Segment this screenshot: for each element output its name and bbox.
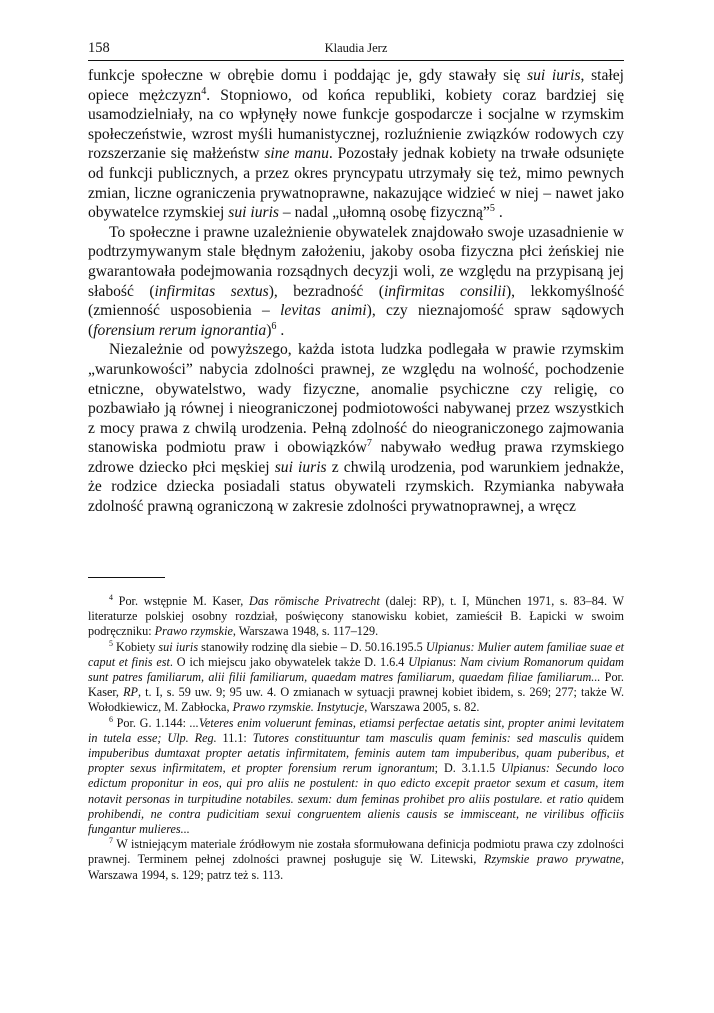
text-run: stanowiły rodzinę dla siebie – D. 50.16.195.5 xyxy=(198,639,426,654)
footnote-number: 6 xyxy=(109,714,113,724)
footnote xyxy=(88,640,624,716)
text-run: 11.1: xyxy=(216,730,253,745)
italic-term: prohibendi, ne contra pudicitiam sexui congruentem alienis causis se immisceant, ne virilibus officiis fungantur mulieres... xyxy=(88,806,624,837)
text-run: ), lekkomyślność (zmienność usposobienia – xyxy=(88,282,624,320)
running-title: Klaudia Jerz xyxy=(324,41,388,55)
text-run: nabywało według prawa rzymskiego zdrowe dziecko płci męskiej xyxy=(88,439,624,476)
text-run: Kobiety xyxy=(112,639,159,654)
text-run: ), bezradność ( xyxy=(268,282,384,300)
text-run: , Warszawa 2005, s. 82. xyxy=(364,700,480,715)
text-run: ), czy nieznajomość spraw sądowych ( xyxy=(88,302,625,339)
italic-term: Tutores constituuntur tam masculis quam feminis: sed masculis qui xyxy=(252,730,604,745)
italic-term: Nam civium Romanorum quidam sunt patres familiarum, alii filii familiarum, quaedam matres familiarum, quaedam filiae familiarum... xyxy=(88,654,624,685)
text-run: . Pozostały jednak kobiety na trwałe odsunięte od funkcji publicznych, a przez okres pryncypatu utrzymały się też, mimo pewnych zmian, liczne ograniczenia prywatnoprawne, nakazujące widzieć w niej – nawet jako obywatelce rzymskiej xyxy=(88,145,624,222)
text-run: z chwilą urodzenia, pod warunkiem jednakże, że rodzice dziecka posiadali status obywateli rzymskich. Rzymianka nabywała zdolność prawną ograniczoną w zakresie zdolności prywatnoprawnej, a wręcz xyxy=(88,458,624,516)
text-run: Por. Kaser, xyxy=(88,670,624,700)
italic-term: Ulpianus: Secundo loco edictum proponitur in eos, qui pro aliis ne postulent: in quo edicto excepit praetor sexum et casum, item notavit personas in turpitudine notabiles. sexum: dum feminas prohibet pro aliis postulare. et ratio qui xyxy=(88,761,625,806)
text-run: – nadal „ułomną osobę fizyczną” xyxy=(279,204,490,222)
italic-term: sui iuris xyxy=(274,458,327,476)
text-run: dem xyxy=(603,791,624,806)
italic-term: levitas animi xyxy=(280,302,367,320)
italic-term: Rzymskie prawo prywatne xyxy=(483,852,621,867)
text-run: . xyxy=(276,321,285,339)
text-run: . O ich miejscu jako obywatelek także D. 1.6.4 xyxy=(169,654,409,669)
italic-term: Ulpianus: Mulier autem familiae suae et caput et finis est xyxy=(88,639,625,669)
footnote-ref: 7 xyxy=(366,438,372,450)
text-run: (dalej: RP), t. I, München 1971, s. 83–84. W literaturze polskiej osobny rozdział, poświęcony stanowisku kobiet, zamieścił B. Łapicki w swoim podręczniku: xyxy=(88,594,624,639)
paragraph xyxy=(88,340,624,516)
footnotes xyxy=(88,594,624,883)
footnote-number: 7 xyxy=(109,836,113,846)
footnote-number: 5 xyxy=(109,638,113,648)
text-run: W istniejącym materiale źródłowym nie została sformułowana definicja podmiotu prawa czy zdolności prawnej. Terminem pełnej zdolności prawnej posługuje się W. Litewski, xyxy=(88,837,624,867)
paragraph xyxy=(88,223,624,341)
text-run: , Warszawa 1948, s. 117–129. xyxy=(232,624,379,639)
text-run: : xyxy=(452,654,461,669)
italic-term: infirmitas sextus xyxy=(154,282,269,300)
footnote xyxy=(88,716,624,838)
italic-term: sui iuris xyxy=(527,67,581,84)
paragraph xyxy=(88,66,624,223)
text-run: ) xyxy=(266,321,272,339)
text-run: . xyxy=(494,204,503,222)
running-header xyxy=(88,40,624,61)
text-run: dem xyxy=(603,730,625,745)
italic-term: RP xyxy=(123,685,138,700)
page-number: 158 xyxy=(88,40,110,56)
italic-term: sine manu xyxy=(264,145,329,163)
text-run: . Stopniowo, od końca republiki, kobiety coraz bardziej się usamodzielniały, na co wpłynęły nowe funkcje gospodarcze i socjalne w rzymskim społeczeństwie, wzrost myśli humanistycznej, rozluźnienie związków rodowych czy rozszerzanie się małżeństw xyxy=(88,86,625,163)
text-run: Por. G. 1.144: xyxy=(112,715,190,730)
text-run: Niezależnie od powyższego, każda istota ludzka podlegała w prawie rzymskim „warunkowości” nabycia zdolności prawnej, ze względu na wolność, pochodzenie etniczne, obywatelstwo, wady fizyczne, anomalie psychiczne czy religię, co pozbawiało ją równej i nieograniczonej podmiotowości nabywanej przez wszystkich z mocy prawa z chwilą urodzenia. Pełną zdolność do nieograniczonego zajmowania stanowiska podmiotu praw i obowiązków xyxy=(88,341,624,457)
text-run: , stałej opiece mężczyzn xyxy=(88,67,624,104)
text-run: To społeczne i prawne uzależnienie obywatelek znajdowało swoje uzasadnienie w podtrzymywanym stale błędnym założeniu, jakoby osoba fizyczna płci żeńskiej nie gwarantowała podejmowania rozsądnych decyzji woli, ze względu na przypisaną jej słabość ( xyxy=(88,223,624,300)
text-run: Por. wstępnie M. Kaser, xyxy=(112,594,250,608)
italic-term: Prawo rzymskie xyxy=(154,624,233,639)
italic-term: forensium rerum ignorantia xyxy=(93,321,267,339)
text-run: funkcje społeczne w obrębie domu i poddając je, gdy stawały się xyxy=(88,67,528,84)
footnote-number: 4 xyxy=(109,592,113,602)
italic-term: sui iuris xyxy=(158,639,199,654)
footnote-ref: 6 xyxy=(271,320,277,332)
italic-term: Das römische Privatrecht xyxy=(249,594,380,608)
footnote xyxy=(88,837,624,883)
footnote-separator xyxy=(88,577,165,578)
italic-term: impuberibus dumtaxat propter aetatis infirmitatem, feminis autem tam impuberibus, quam puberibus, et propter sexus infirmitatem, et propter forensium rerum ignorantum xyxy=(88,746,624,776)
italic-term: ...Veteres enim voluerunt feminas, etiamsi perfectae aetatis sint, propter animi levitatem in tutela esse; Ulp. Reg. xyxy=(88,715,624,745)
text-run: , t. I, s. 59 uw. 9; 95 uw. 4. O zmianach w sytuacji prawnej kobiet ibidem, s. 269; 277; także W. Wołodkiewicz, M. Zabłocka, xyxy=(88,685,624,715)
italic-term: Ulpianus xyxy=(408,654,453,669)
italic-term: infirmitas consilii xyxy=(383,282,506,300)
footnote-ref: 5 xyxy=(489,202,495,214)
text-run: , Warszawa 1994, s. 129; patrz też s. 113. xyxy=(88,852,624,882)
italic-term: sui iuris xyxy=(228,204,279,222)
main-text xyxy=(88,66,624,517)
text-run: ; D. 3.1.1.5 xyxy=(434,761,502,776)
footnote xyxy=(88,594,624,640)
footnote-ref: 4 xyxy=(201,85,207,97)
italic-term: Prawo rzymskie. Instytucje xyxy=(232,700,365,715)
